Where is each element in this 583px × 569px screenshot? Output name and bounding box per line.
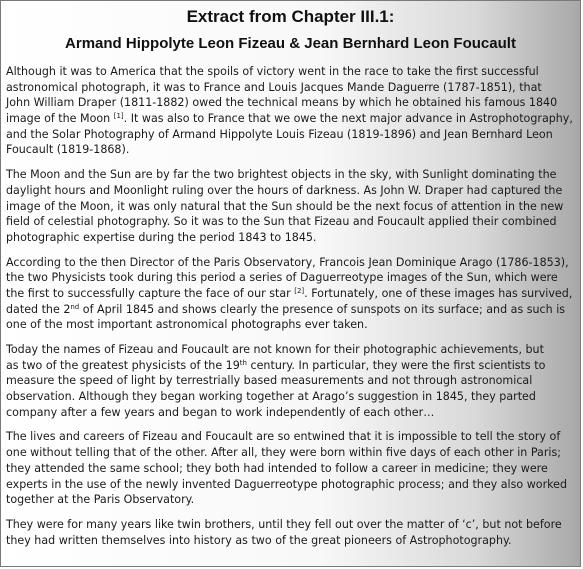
superscript: [1] bbox=[113, 112, 124, 121]
text-line bbox=[6, 533, 580, 549]
text-line bbox=[6, 445, 580, 461]
text-segment: field of celestial photography. So it was to the Sun that Fizeau and Foucault applied their combined bbox=[6, 215, 557, 229]
text-segment: one of the most important astronomical photographs ever taken. bbox=[6, 318, 368, 332]
text-segment: image of the Moon, it was only natural that the Sun should be the next focus of attention in the new bbox=[6, 199, 564, 213]
text-segment: image of the Moon bbox=[6, 112, 114, 126]
text-segment: they had written themselves into history as two of the great pioneers of Astrophotography. bbox=[6, 533, 512, 547]
superscript: [2] bbox=[294, 286, 305, 295]
text-segment: and the Solar Photography of Armand Hippolyte Louis Fizeau (1819-1896) and Jean Bernhard Leon bbox=[6, 127, 553, 141]
text-line bbox=[6, 517, 580, 533]
text-line bbox=[6, 342, 580, 358]
text-segment: They were for many years like twin brothers, until they fell out over the matter of ‘c’, but not before bbox=[6, 517, 562, 531]
text-segment: they attended the same school; they both had intended to follow a career in medicine; they were bbox=[6, 461, 548, 475]
text-segment: together at the Paris Observatory. bbox=[6, 493, 195, 507]
text-line bbox=[6, 111, 580, 127]
text-line bbox=[6, 80, 580, 96]
text-line bbox=[6, 477, 580, 493]
text-segment: According to the then Director of the Paris Observatory, Francois Jean Dominique Arago (1786-1853), bbox=[6, 255, 569, 269]
text-line bbox=[6, 373, 580, 389]
text-line bbox=[6, 492, 580, 508]
paragraph bbox=[6, 429, 580, 507]
text-segment: Today the names of Fizeau and Foucault are not known for their photographic achievements, but bbox=[6, 343, 544, 356]
text-segment: photographic expertise during the period 1843 to 1845. bbox=[6, 230, 317, 244]
text-segment: The Moon and the Sun are by far the two brightest objects in the sky, with Sunlight dominating the bbox=[6, 168, 557, 182]
text-line bbox=[6, 389, 580, 405]
text-segment: century. In particular, they were the first scientists to bbox=[246, 358, 546, 372]
text-line bbox=[6, 183, 580, 199]
text-segment: as two of the greatest physicists of the 19 bbox=[6, 358, 240, 372]
text-line bbox=[6, 286, 580, 302]
text-segment: . It was also to France that we owe the next major advance in Astrophotography, bbox=[123, 112, 573, 126]
text-segment: daylight hours and Moonlight ruling over the hours of darkness. As John W. Draper had captured the bbox=[6, 183, 563, 197]
superscript: nd bbox=[70, 302, 80, 311]
text-line bbox=[6, 255, 580, 271]
text-line bbox=[6, 142, 580, 158]
text-line bbox=[6, 358, 580, 374]
text-segment: one without telling that of the other. After all, they were born within five days of each other in Paris; bbox=[6, 446, 561, 460]
text-line bbox=[6, 127, 580, 143]
text-line bbox=[6, 405, 580, 421]
text-line bbox=[6, 64, 580, 80]
text-line bbox=[6, 230, 580, 246]
paragraph bbox=[6, 342, 580, 420]
text-segment: astronomical photograph, it was to France and Louis Jacques Mande Daguerre (1787-1851), that bbox=[6, 80, 542, 94]
text-segment: the two Physicists took during this period a series of Daguerreotype images of the Sun, which were bbox=[6, 271, 558, 285]
text-segment: Although it was to America that the spoils of victory went in the race to take the first successful bbox=[6, 65, 539, 78]
text-line bbox=[6, 302, 580, 318]
text-segment: the first to successfully capture the face of our star bbox=[6, 286, 295, 300]
text-segment: experts in the use of the newly invented Daguerreotype photographic process; and they also worked bbox=[6, 477, 568, 491]
text-segment: . Fortunately, one of these images has survived, bbox=[304, 286, 573, 300]
text-line bbox=[6, 317, 580, 333]
text-line bbox=[6, 199, 580, 215]
page-title: Extract from Chapter III.1: bbox=[186, 7, 395, 26]
text-segment: measure the speed of light by terrestrially based measurements and not through astronomical bbox=[6, 374, 533, 388]
page-subtitle: Armand Hippolyte Leon Fizeau & Jean Bernhard Leon Foucault bbox=[65, 35, 516, 52]
text-line bbox=[6, 214, 580, 230]
text-segment: of April 1845 and shows clearly the presence of sunspots on its surface; and as such is bbox=[79, 302, 566, 316]
text-line bbox=[6, 95, 580, 111]
text-line bbox=[6, 270, 580, 286]
text-segment: The lives and careers of Fizeau and Foucault are so entwined that it is impossible to tell the story of bbox=[6, 430, 561, 444]
paragraph bbox=[6, 64, 580, 158]
text-line bbox=[6, 429, 580, 445]
text-segment: observation. Although they began working together at Arago’s suggestion in 1845, they parted bbox=[6, 390, 536, 404]
text-segment: John William Draper (1811-1882) owed the technical means by which he obtained his famous 1840 bbox=[6, 96, 558, 110]
text-line bbox=[6, 167, 580, 183]
text-segment: Foucault (1819-1868). bbox=[6, 143, 130, 157]
superscript: th bbox=[239, 358, 247, 367]
paragraph bbox=[6, 167, 580, 245]
paragraph bbox=[6, 517, 580, 548]
text-segment: dated the 2 bbox=[6, 302, 71, 316]
paragraph bbox=[6, 255, 580, 333]
text-line bbox=[6, 461, 580, 477]
body-text bbox=[6, 64, 580, 548]
text-segment: company after a few years and began to work independently of each other… bbox=[6, 405, 435, 419]
